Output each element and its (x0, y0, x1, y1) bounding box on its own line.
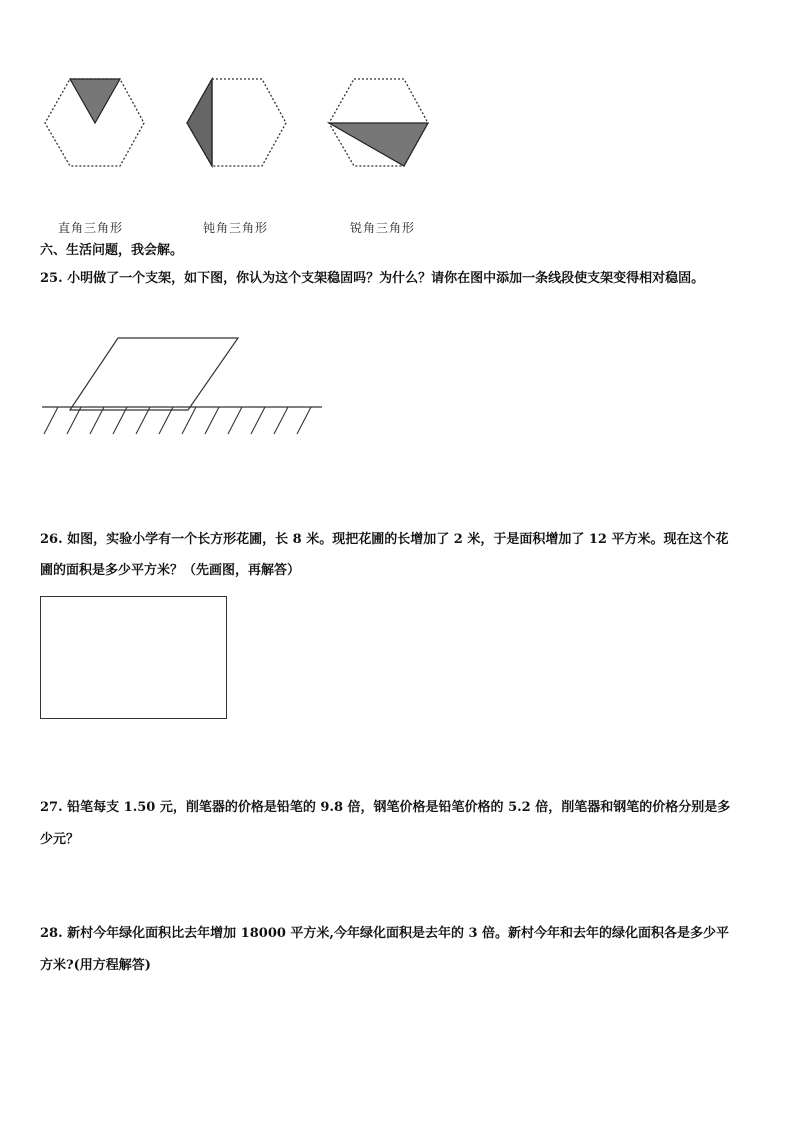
caption-obtuse-triangle: 钝角三角形 (203, 221, 269, 235)
question-number: 27. (40, 800, 63, 815)
question-text: 新村今年绿化面积比去年增加 18000 平方米,今年绿化面积是去年的 3 倍。新村今年和去年的绿化面积各是多少平 (67, 926, 730, 941)
bracket-figure (40, 330, 330, 440)
garden-rectangle (40, 596, 227, 719)
question-28-line-1 (40, 926, 729, 942)
caption-acute-triangle: 锐角三角形 (350, 221, 416, 235)
caption-right-triangle: 直角三角形 (58, 221, 124, 235)
question-number: 28. (40, 926, 63, 941)
hexagon-acute-triangle-figure (326, 76, 436, 171)
question-26-line-2: 圃的面积是多少平方米？（先画图，再解答） (40, 563, 301, 578)
hexagon-obtuse-triangle-figure (184, 76, 294, 171)
question-25 (40, 271, 704, 287)
question-28-line-2: 方米?(用方程解答) (40, 958, 151, 973)
question-text: 如图，实验小学有一个长方形花圃，长 8 米。现把花圃的长增加了 2 米，于是面积增加了 12 平方米。现在这个花 (67, 532, 729, 547)
hexagon-right-triangle-figure (40, 76, 150, 171)
section-title: 六、生活问题，我会解。 (40, 243, 184, 258)
question-27-line-2: 少元？ (40, 832, 80, 847)
question-text: 小明做了一个支架，如下图，你认为这个支架稳固吗？为什么？请你在图中添加一条线段使支架变得相对稳固。 (67, 271, 705, 286)
question-number: 25. (40, 271, 63, 286)
question-text: 铅笔每支 1.50 元，削笔器的价格是铅笔的 9.8 倍，钢笔价格是铅笔价格的 5.2 倍，削笔器和钢笔的价格分别是多 (67, 800, 731, 815)
question-26-line-1 (40, 532, 729, 548)
question-number: 26. (40, 532, 63, 547)
question-27-line-1 (40, 800, 730, 816)
